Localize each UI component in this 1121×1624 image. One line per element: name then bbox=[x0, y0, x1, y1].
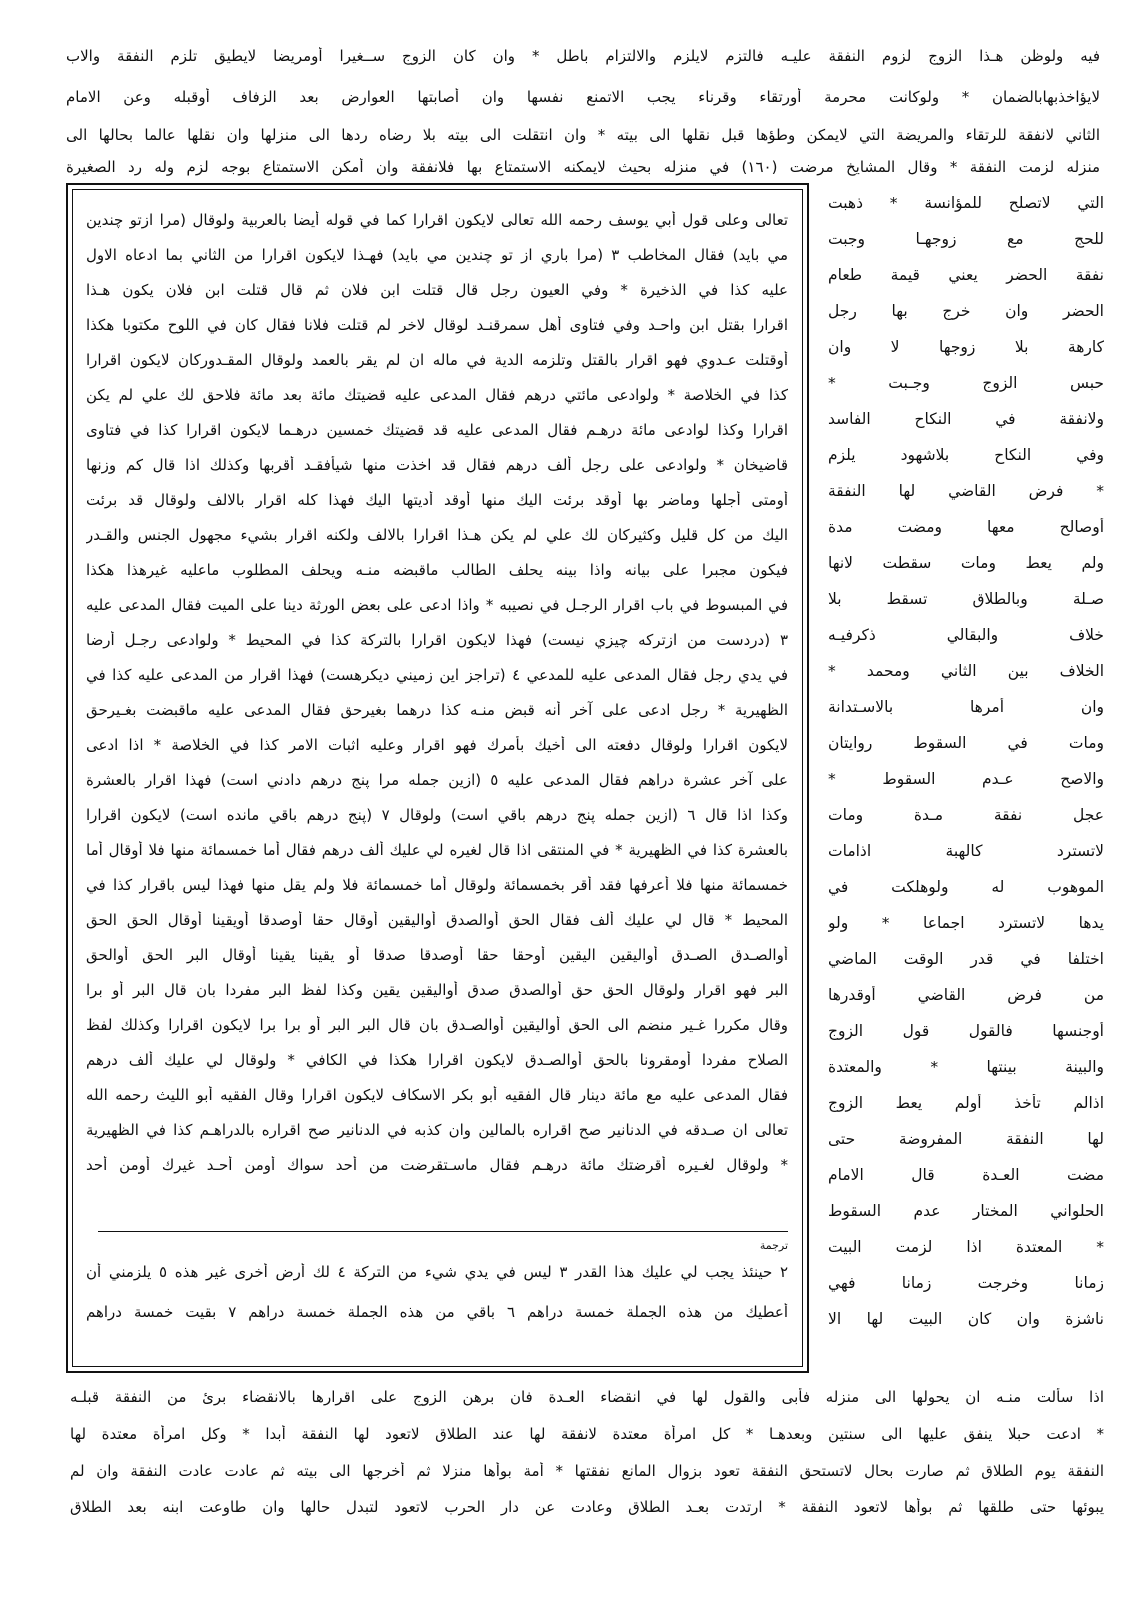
main-line: وقال مكررا غـير منضم الى الحق أواليقين أوالصـدق بان قال البر البر أو برا برا لايكون اقرارا وكذلك لفظ bbox=[86, 1016, 788, 1034]
translation-line: أعطيك من هذه الجملة خمسة دراهم ٦ باقي من هذه الجملة خمسة دراهم ٧ بقيت خمسة دراهم bbox=[86, 1303, 788, 1321]
margin-line: كارهة بلا زوجها لا وان bbox=[828, 338, 1104, 356]
margin-line: الحضر وان خرج بها رجل bbox=[828, 302, 1104, 320]
main-line: الظهيرية * رجل ادعى على آخر أنه قبض منـه كذا درهما بغيرحق فقال المدعى عليه ماقبضت بغـيرحق bbox=[86, 701, 788, 719]
main-line: على آخر عشرة دراهم فقال المدعى عليه ٥ (ازين جمله مرا پنج درهم دادني است) فهذا اقرار بالعشرة bbox=[86, 771, 788, 789]
margin-line: * فرض القاضي لها النفقة bbox=[828, 482, 1104, 500]
translation-divider bbox=[98, 1231, 788, 1232]
margin-line: التي لاتصلح للمؤانسة * ذهبت bbox=[828, 194, 1104, 212]
margin-line: الحلواني المختار عدم السقوط bbox=[828, 1202, 1104, 1220]
margin-line: اذالم تأخذ أولم يعط الزوج bbox=[828, 1094, 1104, 1112]
main-line: مي بايد) فقال المخاطب ٣ (مرا باري از تو چندين مي بايد) فهـذا لايكون اقرارا من الثاني بما ادعاه الاول bbox=[86, 246, 788, 264]
margin-line: صـلة وبالطلاق تسقط بلا bbox=[828, 590, 1104, 608]
margin-line: أوجنسها فالقول قول الزوج bbox=[828, 1022, 1104, 1040]
bottom-line: اذا سألت منـه ان يحولها الى منزله فأبى والقول لها في انقضاء العـدة فان برهن الزوج على اقرارها بالانقضاء برئ من النفقة قبلـه bbox=[70, 1388, 1104, 1406]
main-line: كذا في الخلاصة * ولوادعى مائتي درهم فقال المدعى عليه قضيتك مائة بعد مائة فلاحق لك علي لم يكن bbox=[86, 386, 788, 404]
main-line: لايكون اقرارا ولوقال دفعته الى أخيك بأمرك فهو اقرار وعليه اثبات الامر كذا في الخلاصة * اذا ادعى bbox=[86, 736, 788, 754]
margin-line: حبس الزوج وجـبت * bbox=[828, 374, 1104, 392]
main-line: في يدي رجل فقال المدعى عليه للمدعي ٤ (تراجز اين زميني ديكرهست) فهذا اقرار من المدعى عليه كذا في bbox=[86, 666, 788, 684]
margin-line: لها النفقة المفروضة حتى bbox=[828, 1130, 1104, 1148]
main-line: تعالى وعلى قول أبي يوسف رحمه الله تعالى لايكون اقرارا كما في قوله أيضا بالعربية ولوقال (مرا ازتو چندين bbox=[86, 211, 788, 229]
margin-line: لاتسترد كالهبة اذامات bbox=[828, 842, 1104, 860]
main-line: اقرارا بقتل ابن واحـد وفي فتاوى أهل سمرقنـد لوقال لاخر لم قتلت فلانا فقال كان في اللوح مكتوبا هكذا bbox=[86, 316, 788, 334]
main-line: الصلاح مفردا أومقرونا بالحق أوالصـدق لايكون اقرارا هكذا في الكافي * ولوقال لي عليك ألف درهم bbox=[86, 1051, 788, 1069]
margin-line: عجل نفقة مـدة ومات bbox=[828, 806, 1104, 824]
main-line: خمسمائة منها فلا أعرفها فقد أقر بخمسمائة ولوقال أما خمسمائة فلا ولم يقل منها فهذا ليس باقرار كذا في bbox=[86, 876, 788, 894]
margin-line: خلاف والبقالي ذكرفيـه bbox=[828, 626, 1104, 644]
margin-line: نفقة الحضر يعني قيمة طعام bbox=[828, 266, 1104, 284]
main-line: بالعشرة كذا في الظهيرية * في المنتقى اذا قال لغيره لي عليك ألف درهم فقال أما خمسمائة منها فلا أوقال أما bbox=[86, 841, 788, 859]
margin-line: اختلفا في قدر الوقت الماضي bbox=[828, 950, 1104, 968]
bottom-line: يبوئها حتى طلقها ثم بوأها لاتعود النفقة * ارتدت بعـد الطلاق وعادت عن دار الحرب لاتعود لتبدل حالها وان طاوعت ابنه بعد الطلاق bbox=[70, 1498, 1104, 1516]
main-line: المحيط * قال لي عليك ألف فقال الحق أوالصدق أواليقين أوقال حقا أوصدقا أويقينا أوقال الحق الحق bbox=[86, 911, 788, 929]
translation-line: ٢ حينئذ يجب لي عليك هذا القدر ٣ ليس في يدي شيء من التركة ٤ لك أرض أخرى غير هذه ٥ يلزمني أن bbox=[86, 1263, 788, 1281]
main-line: وكذا اذا قال ٦ (ازين جمله پنج درهم باقي است) ولوقال ٧ (پنج درهم باقي مانده است) لايكون اقرارا bbox=[86, 806, 788, 824]
main-line: قاضيخان * ولوادعى على رجل ألف درهم فقال قد اخذت منها شيأفقـد أقربها وكذلك اذا قال كم وزنها bbox=[86, 456, 788, 474]
bottom-line: * ادعت حبلا ينفق عليها الى سنتين وبعدهـا * كل امرأة معتدة لانفقة لها عند الطلاق لاتعود لها النفقة أبدا * وكل امرأة معتدة لها bbox=[70, 1425, 1104, 1443]
top-line: منزله لزمت النفقة * وقال المشايخ مرضت (١٦٠) في منزله بحيث لايمكنه الاستمتاع بها فلانفقة وان أمكن الاستمتاع بوجه لزم وله رد الصغيرة bbox=[66, 158, 1100, 176]
top-line: الثاني لانفقة للرتقاء والمريضة التي لايمكن وطؤها قبل نقلها الى بيته * وان انتقلت الى بيته بلا رضاه ردها الى منزلها وان نقلها عالما بحالها الى bbox=[66, 126, 1100, 144]
main-line: أوالصـدق الصـدق أواليقين اليقين أوحقا حقا أوصدقا صدقا أو يقينا يقينا أوقال البر الحق أوالحق bbox=[86, 946, 788, 964]
margin-line: ولم يعط ومات سقطت لانها bbox=[828, 554, 1104, 572]
margin-line: الموهوب له ولوهلكت في bbox=[828, 878, 1104, 896]
margin-column bbox=[812, 184, 1118, 1624]
bottom-line: النفقة يوم الطلاق ثم صارت بحال لاتستحق النفقة تعود بزوال المانع نفقتها * أمة بوأها منزلا ثم أخرجها الى بيته ثم عادت عادت النفقة وان لم bbox=[70, 1462, 1104, 1480]
margin-line: مضت العـدة قال الامام bbox=[828, 1166, 1104, 1184]
top-line: فيه ولوظن هـذا الزوج لزوم النفقة عليـه فالتزم لايلزم والالتزام باطل * وان كان الزوج ســغيرا أومريضا لايطيق تلزم النفقة والاب bbox=[66, 47, 1100, 65]
margin-line: ناشزة وان كان البيت لها الا bbox=[828, 1310, 1104, 1328]
margin-line: الخلاف بين الثاني ومحمد * bbox=[828, 662, 1104, 680]
margin-line: زمانا وخرجت زمانا فهي bbox=[828, 1274, 1104, 1292]
main-line: تعالى ان صـدقه في الدنانير صح اقراره بالمالين وان كذبه في الدنانير صح اقراره بالدراهـم كذا في الظهيرية bbox=[86, 1121, 788, 1139]
margin-line: أوصالح معها ومضت مدة bbox=[828, 518, 1104, 536]
main-line: البر فهو اقرار ولوقال الحق حق أوالصدق صدق أواليقين يقين وكذا لفظ البر مفردا بان قال البر أو برا bbox=[86, 981, 788, 999]
margin-line: يدها لاتسترد اجماعا * ولو bbox=[828, 914, 1104, 932]
margin-line: وان أمرها بالاسـتدانة bbox=[828, 698, 1104, 716]
main-line: أوقتلت عـدوي فهو اقرار بالقتل وتلزمه الدية في ماله ان لم يقر بالعمد ولوقال المقـدوركان لايكون اقرارا bbox=[86, 351, 788, 369]
margin-line: والبينة بينتها * والمعتدة bbox=[828, 1058, 1104, 1076]
margin-line: للحج مع زوجهـا وجبت bbox=[828, 230, 1104, 248]
translation-label: ترجمة bbox=[759, 1239, 788, 1252]
main-line: أومتى أجلها وماضر بها أوقد برئت اليك منها أوقد أديتها اليك فهذا كله اقرار بالالف ولوقال قد برئت bbox=[86, 491, 788, 509]
margin-line: من فرض القاضي أوقدرها bbox=[828, 986, 1104, 1004]
margin-line: ومات في السقوط روايتان bbox=[828, 734, 1104, 752]
margin-line: * المعتدة اذا لزمت البيت bbox=[828, 1238, 1104, 1256]
main-line: اليك من كل قليل وكثيركان لك علي لم يكن هـذا اقرارا بالالف ولكنه اقرار بشيء مجهول الجنس والقـدر bbox=[86, 526, 788, 544]
main-line: اقرارا وكذا لوادعى مائة درهـم فقال المدعى عليه قد قضيتك خمسين درهـما لايكون اقرارا كذا في فتاوى bbox=[86, 421, 788, 439]
main-line: ٣ (دردست من ازتركه چيزي نيست) فهذا لايكون اقرارا بالتركة كذا في المحيط * ولوادعى رجـل أرضا bbox=[86, 631, 788, 649]
margin-line: ولانفقة في النكاح الفاسد bbox=[828, 410, 1104, 428]
main-line: فقال المدعى عليه مع مائة دينار قال الفقيه أبو بكر الاسكاف لايكون اقرارا وقال الفقيه أبو الليث رحمه الله bbox=[86, 1086, 788, 1104]
main-text-frame bbox=[66, 183, 809, 1373]
top-line: لايؤاخذبهابالضمان * ولوكانت محرمة أورتقاء وقرناء يجب الاتمنع نفسها وان أصابتها العوارض بعد الزفاف أوقبله وعن الامام bbox=[66, 88, 1100, 106]
main-line: * ولوقال لغـيره أقرضتك مائة درهـم فقال ماسـتقرضت من أحد سواك أومن أحـد غيرك أومن أحد bbox=[86, 1156, 788, 1174]
margin-line: وفي النكاح بلاشهود يلزم bbox=[828, 446, 1104, 464]
margin-line: والاصح عـدم السقوط * bbox=[828, 770, 1104, 788]
main-line: في المبسوط في باب اقرار الرجـل في نصيبه * واذا ادعى على بعض الورثة دينا على الميت فقال المدعى عليه bbox=[86, 596, 788, 614]
main-line: عليه كذا في الذخيرة * وفي العيون رجل قال قتلت ابن فلان ثم قال قتلت ابن فلان يكون هـذا bbox=[86, 281, 788, 299]
main-line: فيكون مجبرا على بيانه واذا بينه يحلف الطالب ماقبضه منـه ويحلف المطلوب ماعليه غيرهذا هكذا bbox=[86, 561, 788, 579]
